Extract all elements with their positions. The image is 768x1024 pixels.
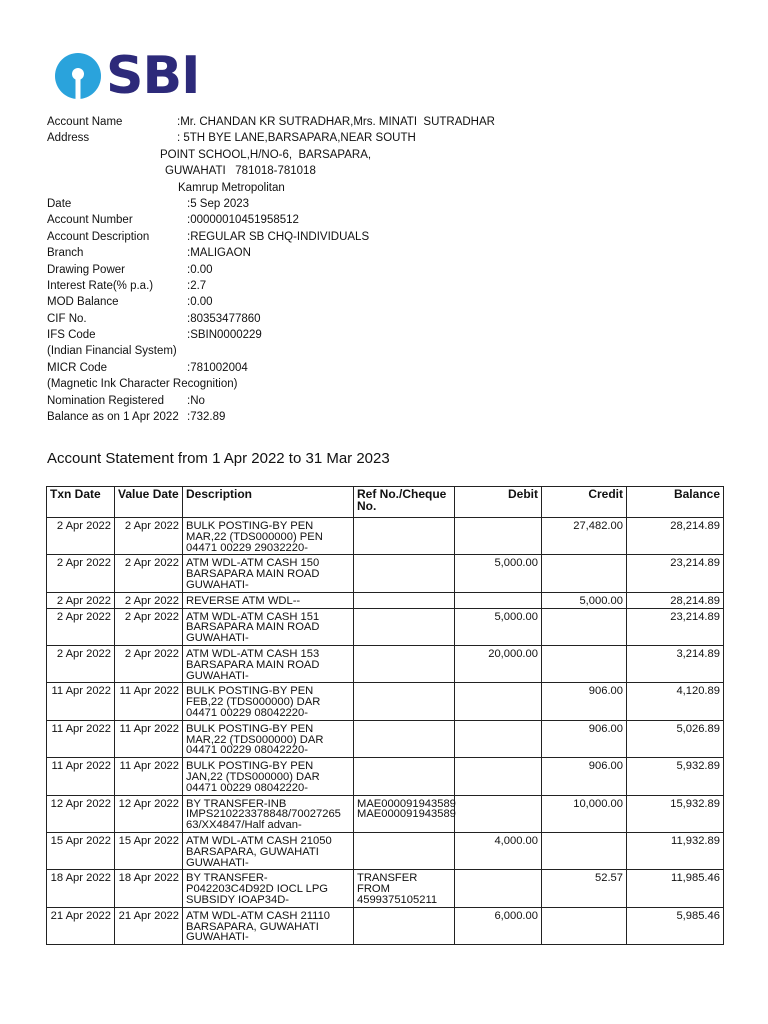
account-label: Account Number [47,214,133,227]
balance-cell: 11,932.89 [627,832,724,869]
value-date-cell: 2 Apr 2022 [115,645,183,682]
table-row [47,907,724,944]
txn-date-cell: 11 Apr 2022 [47,683,115,720]
account-label: Account Name [47,116,123,128]
description-cell: BULK POSTING-BY PEN MAR,22 (TDS000000) PEN 04471 00229 29032220- [183,518,354,555]
debit-cell: 4,000.00 [455,832,542,869]
table-row [47,645,724,682]
account-label: Interest Rate(% p.a.) [47,279,154,292]
balance-cell: 5,932.89 [627,758,724,795]
txn-date-cell: 11 Apr 2022 [47,758,115,795]
col-debit: Debit [455,487,542,518]
ref-cell [354,592,455,608]
account-label: Nomination Registered [47,394,164,407]
account-value: : 5TH BYE LANE,BARSAPARA,NEAR SOUTH [177,132,416,145]
description-cell: BULK POSTING-BY PEN FEB,22 (TDS000000) DAR 04471 00229 08042220- [183,683,354,720]
txn-date-cell: 11 Apr 2022 [47,720,115,757]
table-row [47,592,724,608]
account-value: :MALIGAON [187,247,251,260]
description-cell: ATM WDL-ATM CASH 150 BARSAPARA MAIN ROAD GUWAHATI- [183,555,354,592]
account-label: MICR Code [47,361,108,374]
debit-cell [455,683,542,720]
balance-cell: 5,026.89 [627,720,724,757]
credit-cell: 10,000.00 [542,795,627,832]
account-label: Address [47,132,90,145]
value-date-cell: 11 Apr 2022 [115,683,183,720]
account-value: :00000010451958512 [187,214,299,227]
credit-cell: 906.00 [542,758,627,795]
ref-cell [354,683,455,720]
txn-date-cell: 12 Apr 2022 [47,795,115,832]
debit-cell [455,870,542,907]
txn-date-cell: 15 Apr 2022 [47,832,115,869]
ref-cell [354,758,455,795]
col-description: Description [183,487,354,518]
col-ref: Ref No./Cheque No. [354,487,455,518]
col-value-date: Value Date [115,487,183,518]
value-date-cell: 2 Apr 2022 [115,555,183,592]
ref-cell: MAE000091943589 MAE000091943589 [354,795,455,832]
account-label: MOD Balance [47,296,119,309]
ref-cell [354,832,455,869]
account-label: CIF No. [47,312,87,325]
account-label: (Indian Financial System) [47,345,177,358]
account-value: :5 Sep 2023 [187,197,250,210]
txn-date-cell: 21 Apr 2022 [47,907,115,944]
transactions-table [46,486,724,945]
credit-cell [542,832,627,869]
account-value: :No [187,394,205,407]
value-date-cell: 21 Apr 2022 [115,907,183,944]
table-row [47,832,724,869]
debit-cell [455,720,542,757]
credit-cell: 27,482.00 [542,518,627,555]
table-row [47,795,724,832]
table-row [47,555,724,592]
balance-cell: 4,120.89 [627,683,724,720]
account-value: :781002004 [187,361,248,374]
brand-name: SBI [106,46,200,106]
account-value: :2.7 [187,279,207,292]
account-value: :0.00 [187,296,213,309]
debit-cell [455,518,542,555]
ref-cell [354,555,455,592]
balance-cell: 28,214.89 [627,518,724,555]
description-cell: BY TRANSFER-INB IMPS210223378848/70027265 63/XX4847/Half advan- [183,795,354,832]
description-cell: ATM WDL-ATM CASH 21110 BARSAPARA, GUWAHATI GUWAHATI- [183,907,354,944]
value-date-cell: 11 Apr 2022 [115,720,183,757]
debit-cell: 6,000.00 [455,907,542,944]
debit-cell [455,758,542,795]
account-label: Date [47,197,72,210]
description-cell: ATM WDL-ATM CASH 151 BARSAPARA MAIN ROAD GUWAHATI- [183,608,354,645]
table-row [47,870,724,907]
balance-cell: 11,985.46 [627,870,724,907]
credit-cell [542,907,627,944]
credit-cell: 906.00 [542,720,627,757]
account-label: Drawing Power [47,263,125,276]
credit-cell [542,608,627,645]
table-row [47,683,724,720]
debit-cell [455,795,542,832]
statement-title: Account Statement from 1 Apr 2022 to 31 Mar 2023 [47,450,390,467]
credit-cell: 5,000.00 [542,592,627,608]
ref-cell [354,645,455,682]
value-date-cell: 15 Apr 2022 [115,832,183,869]
value-date-cell: 18 Apr 2022 [115,870,183,907]
col-credit: Credit [542,487,627,518]
account-value: GUWAHATI 781018-781018 [165,165,316,178]
txn-date-cell: 2 Apr 2022 [47,645,115,682]
description-cell: ATM WDL-ATM CASH 21050 BARSAPARA, GUWAHATI GUWAHATI- [183,832,354,869]
account-value: POINT SCHOOL,H/NO-6, BARSAPARA, [160,148,372,161]
value-date-cell: 2 Apr 2022 [115,592,183,608]
value-date-cell: 2 Apr 2022 [115,608,183,645]
balance-cell: 15,932.89 [627,795,724,832]
account-value: Kamrup Metropolitan [178,181,285,194]
ref-cell: TRANSFER FROM 4599375105211 [354,870,455,907]
table-row [47,720,724,757]
account-value: :Mr. CHANDAN KR SUTRADHAR,Mrs. MINATI SUTRADHAR [177,116,495,128]
account-label: Account Description [47,230,150,243]
account-label: (Magnetic Ink Character Recognition) [47,378,238,391]
ref-cell [354,518,455,555]
balance-cell: 23,214.89 [627,608,724,645]
table-row [47,758,724,795]
debit-cell: 5,000.00 [455,608,542,645]
col-balance: Balance [627,487,724,518]
credit-cell: 52.57 [542,870,627,907]
description-cell: BULK POSTING-BY PEN MAR,22 (TDS000000) DAR 04471 00229 08042220- [183,720,354,757]
txn-date-cell: 2 Apr 2022 [47,518,115,555]
txn-date-cell: 18 Apr 2022 [47,870,115,907]
account-label: Balance as on 1 Apr 2022 [47,411,179,424]
debit-cell [455,592,542,608]
credit-cell: 906.00 [542,683,627,720]
table-header-row [47,487,724,518]
balance-cell: 28,214.89 [627,592,724,608]
balance-cell: 23,214.89 [627,555,724,592]
account-value: :SBIN0000229 [187,329,262,342]
table-row [47,608,724,645]
ref-cell [354,907,455,944]
value-date-cell: 11 Apr 2022 [115,758,183,795]
description-cell: REVERSE ATM WDL-- [183,592,354,608]
ref-cell [354,720,455,757]
table-row [47,518,724,555]
balance-cell: 3,214.89 [627,645,724,682]
col-txn-date: Txn Date [47,487,115,518]
txn-date-cell: 2 Apr 2022 [47,608,115,645]
value-date-cell: 2 Apr 2022 [115,518,183,555]
txn-date-cell: 2 Apr 2022 [47,555,115,592]
value-date-cell: 12 Apr 2022 [115,795,183,832]
account-value: :REGULAR SB CHQ-INDIVIDUALS [187,230,370,243]
account-value: :80353477860 [187,312,261,325]
account-value: :0.00 [187,263,213,276]
txn-date-cell: 2 Apr 2022 [47,592,115,608]
ref-cell [354,608,455,645]
credit-cell [542,645,627,682]
account-label: IFS Code [47,329,96,342]
description-cell: BULK POSTING-BY PEN JAN,22 (TDS000000) DAR 04471 00229 08042220- [183,758,354,795]
description-cell: ATM WDL-ATM CASH 153 BARSAPARA MAIN ROAD GUWAHATI- [183,645,354,682]
account-label: Branch [47,247,84,260]
sbi-logo [54,46,200,106]
description-cell: BY TRANSFER- P042203C4D92D IOCL LPG SUBSIDY IOAP34D- [183,870,354,907]
balance-cell: 5,985.46 [627,907,724,944]
debit-cell: 20,000.00 [455,645,542,682]
sbi-keyhole-icon [54,52,102,100]
account-value: :732.89 [187,411,226,424]
debit-cell: 5,000.00 [455,555,542,592]
credit-cell [542,555,627,592]
